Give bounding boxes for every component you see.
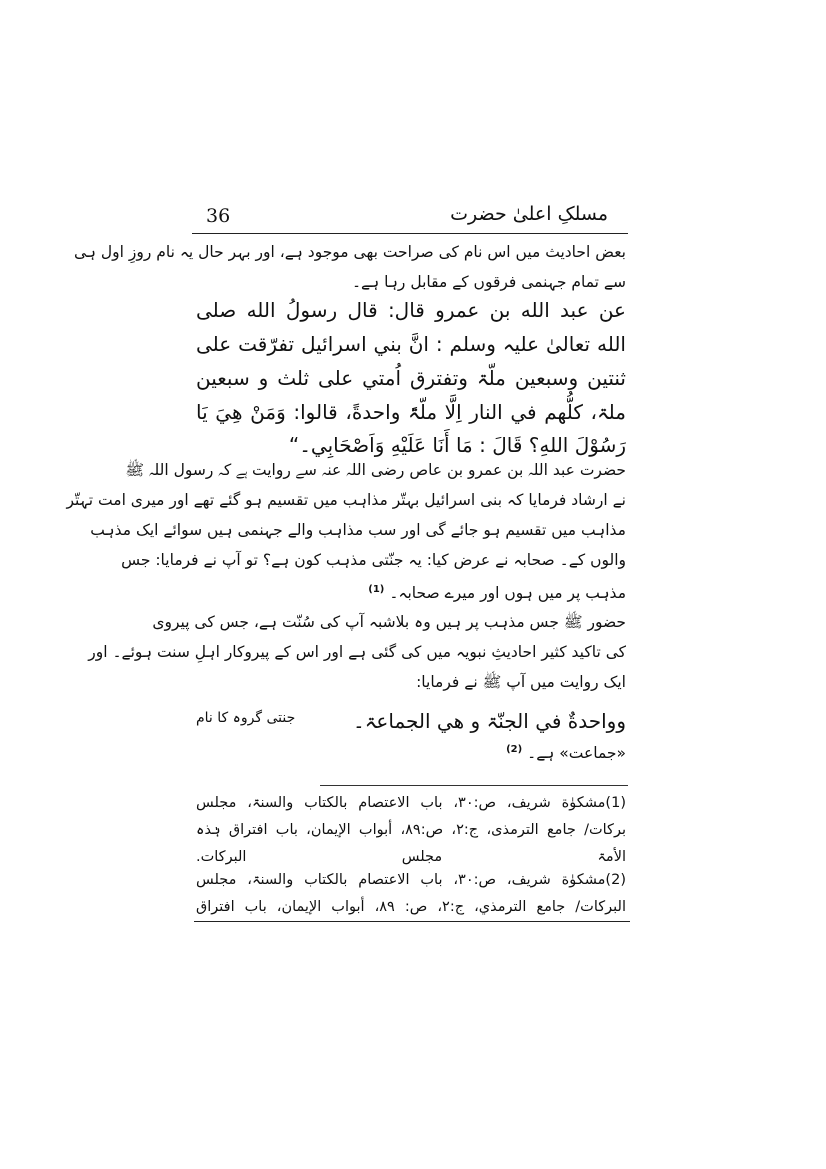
body-line-with-footnote — [196, 578, 626, 602]
bottom-divider — [194, 921, 630, 922]
body-line: نے ارشاد فرمایا کہ بنی اسرائیل بہتّر مذاہب میں تقسیم ہو گئے تھے اور میری امت تہتّر — [66, 491, 626, 509]
arabic-hadith-line: ثنتين وسبعين ملّۃ وتفترق اُمتي على ثلث و سبعين — [196, 366, 626, 390]
body-line: حضور ﷺ جس مذہب پر ہیں وہ بلاشبہ آپ کی سُنّت ہے، جس کی پیروی — [152, 613, 626, 631]
quote-with-side-note — [196, 703, 626, 739]
running-header-title: مسلکِ اعلیٰ حضرت — [450, 203, 608, 225]
footnote-marker-2[interactable]: (2) — [506, 744, 523, 755]
footnote-divider — [320, 785, 628, 786]
body-line: والوں کے۔ صحابہ نے عرض کیا: یہ جنّتی مذہب کون ہے؟ تو آپ نے فرمایا: جس — [121, 551, 626, 569]
body-line: مذاہب میں تقسیم ہو جائے گی اور سب مذاہب والے جہنمی ہیں سوائے ایک مذہب — [90, 521, 626, 539]
body-line: کی تاکید کثیر احادیثِ نبویہ میں کی گئی ہے اور اس کے پیروکار اہلِ سنت ہوئے۔ اور — [88, 643, 626, 661]
footnote-line: (2)مشكوٰة شريف، ص:٣٠، باب الاعتصام بالكتاب والسنۃ، مجلس — [196, 872, 626, 888]
arabic-hadith-line: ملۃ، كلُّهم في النار اِلَّا ملّۃً واحدةً، قالوا: وَمَنْ هِيَ يَا — [196, 400, 626, 424]
body-line: سے تمام جہنمی فرقوں کے مقابل رہا ہے۔ — [351, 273, 626, 291]
body-line-text: مذہب پر میں ہوں اور میرے صحابہ۔ — [389, 584, 626, 603]
arabic-hadith-line: الله تعالىٰ عليہ وسلم : انَّ بني اسرائيل تفرّقت على — [196, 332, 626, 356]
footnote-marker-1[interactable]: (1) — [368, 584, 385, 595]
footnote-line: (1)مشكوٰة شريف، ص:٣٠، باب الاعتصام بالكتاب والسنۃ، مجلس — [196, 795, 626, 811]
page-number: 36 — [206, 205, 231, 227]
closing-line — [196, 738, 626, 762]
body-line: ایک روایت میں آپ ﷺ نے فرمایا: — [416, 673, 626, 691]
arabic-hadith-line: رَسُوْلَ اللهِ؟ قَالَ : مَا أَنَا عَلَيْهِ وَاَصْحَابِي۔“ — [288, 433, 626, 457]
header-divider — [192, 233, 628, 234]
body-line: بعض احادیث میں اس نام کی صراحت بھی موجود ہے، اور بہر حال یہ نام روزِ اول ہی — [73, 243, 626, 261]
arabic-quote: وواحدةٌ في الجنّۃ و هي الجماعۃ۔ — [352, 709, 626, 733]
footnote-line: البركات/ جامع الترمذي، ج:٢، ص: ٨٩، أبواب الإيمان، باب افتراق — [196, 899, 626, 915]
closing-line-text: «جماعت» ہے۔ — [527, 744, 626, 763]
footnote-line: بركات/ جامع الترمذى، ج:٢، ص:٨٩، أبواب الإيمان، باب افتراق ہٰذہ — [196, 822, 626, 838]
footnote-line: الأمۃ مجلس البركات. — [196, 849, 626, 865]
side-note: جنتی گروہ کا نام — [196, 710, 296, 726]
body-line: حضرت عبد اللہ بن عمرو بن عاص رضی اللہ عنہ سے روایت ہے کہ رسول اللہ ﷺ — [125, 461, 626, 479]
arabic-hadith-line: عن عبد الله بن عمرو قال: قال رسولُ الله صلى — [196, 298, 626, 322]
